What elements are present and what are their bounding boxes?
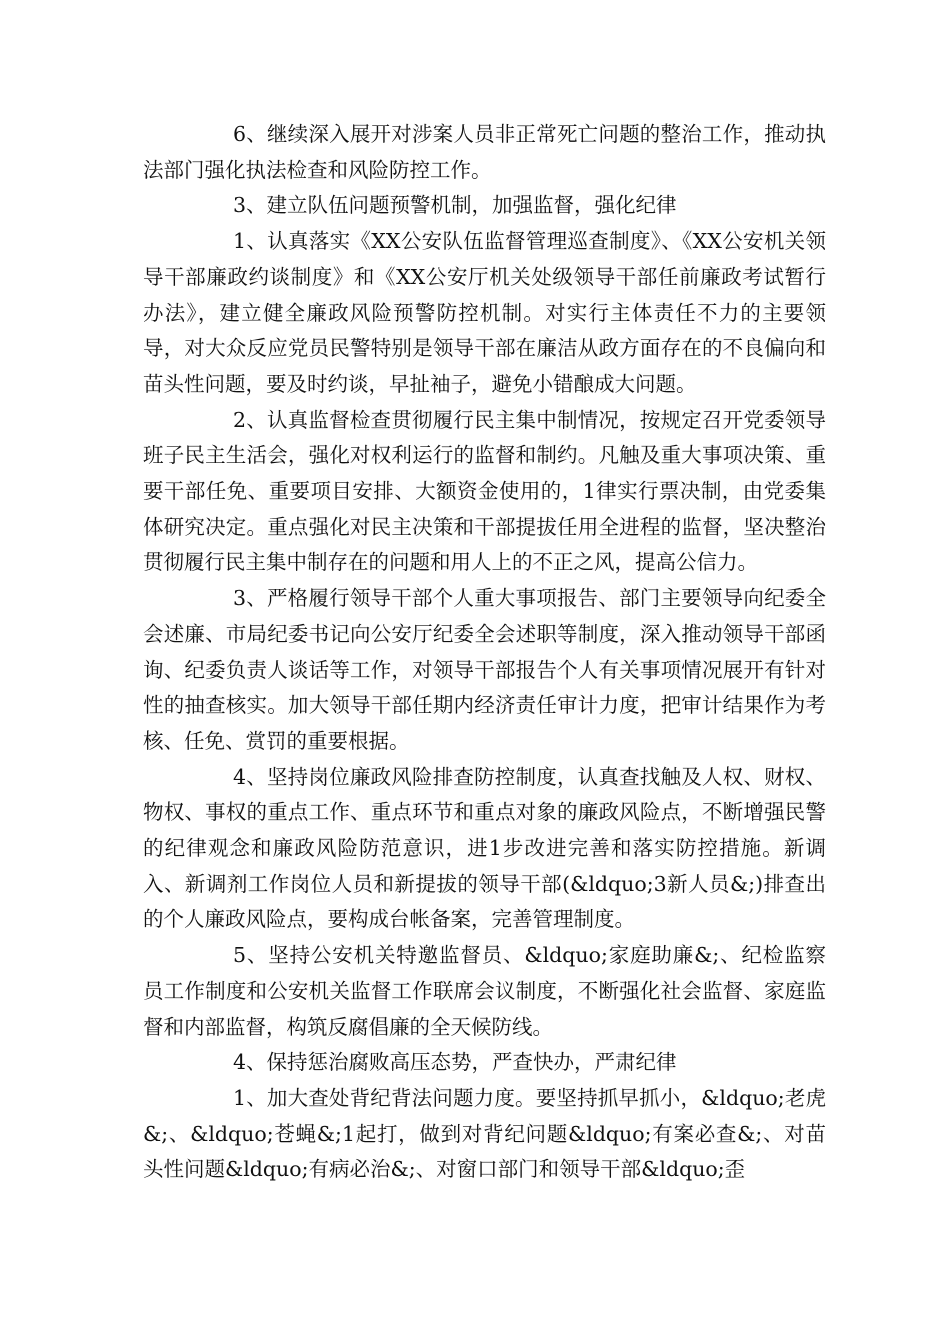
paragraph-item-5: 5、坚持公安机关特邀监督员、&ldquo;家庭助廉&;、纪检监察员工作制度和公安机关监督工作联席会议制度，不断强化社会监督、家庭监督和内部监督，构筑反腐倡廉的全天候防线。 xyxy=(143,943,826,1039)
section-heading-3: 3、建立队伍问题预警机制，加强监督，强化纪律 xyxy=(233,193,677,218)
paragraph-item-1: 1、认真落实《XX公安队伍监督管理巡查制度》、《XX公安机关领导干部廉政约谈制度》和《XX公安厅机关处级领导干部任前廉政考试暂行办法》，建立健全廉政风险预警防控机制。对实行主体责任不力的主要领导，对大众反应党员民警特别是领导干部在廉洁从政方面存在的不良偏向和苗头性问题，要及时约谈，早扯袖子，避免小错酿成大问题。 xyxy=(143,229,826,396)
paragraph-item-3: 3、严格履行领导干部个人重大事项报告、部门主要领导向纪委全会述廉、市局纪委书记向公安厅纪委全会述职等制度，深入推动领导干部函询、纪委负责人谈话等工作，对领导干部报告个人有关事项情况展开有针对性的抽查核实。加大领导干部任期内经济责任审计力度，把审计结果作为考核、任免、赏罚的重要根据。 xyxy=(143,586,826,753)
paragraph-item-4: 4、坚持岗位廉政风险排查防控制度，认真查找触及人权、财权、物权、事权的重点工作、重点环节和重点对象的廉政风险点，不断增强民警的纪律观念和廉政风险防范意识，进1步改进完善和落实防控措施。新调入、新调剂工作岗位人员和新提拔的领导干部(&ldquo;3新人员&;)排查出的个人廉政风险点，要构成台帐备案，完善管理制度。 xyxy=(143,764,826,932)
paragraph-item-1-section-4: 1、加大查处背纪背法问题力度。要坚持抓早抓小，&ldquo;老虎&;、&ldquo;苍蝇&;1起打，做到对背纪问题&ldquo;有案必查&;、对苗头性问题&ldquo;有病必治&;、对窗口部门和领导干部&ldquo;歪 xyxy=(143,1085,826,1182)
section-heading-4: 4、保持惩治腐败高压态势，严查快办，严肃纪律 xyxy=(233,1050,677,1075)
document-body xyxy=(143,117,826,1188)
paragraph-item-2: 2、认真监督检查贯彻履行民主集中制情况，按规定召开党委领导班子民主生活会，强化对权利运行的监督和制约。凡触及重大事项决策、重要干部任免、重要项目安排、大额资金使用的，1律实行票决制，由党委集体研究决定。重点强化对民主决策和干部提拔任用全进程的监督，坚决整治贯彻履行民主集中制存在的问题和用人上的不正之风，提高公信力。 xyxy=(143,407,826,575)
paragraph-item-6: 6、继续深入展开对涉案人员非正常死亡问题的整治工作，推动执法部门强化执法检查和风险防控工作。 xyxy=(143,122,826,182)
